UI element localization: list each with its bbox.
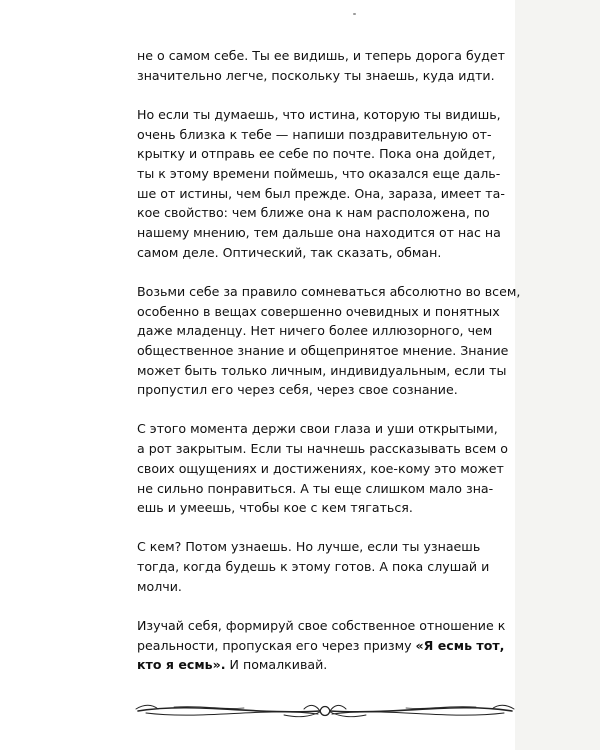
closing-paragraph <box>137 616 515 675</box>
scan-speck <box>353 13 356 15</box>
text-paragraph <box>137 46 515 85</box>
text-line <box>137 655 515 675</box>
emphasized-quote: кто я есмь». <box>137 657 226 673</box>
text-paragraph <box>137 105 515 263</box>
text-line: молчи. <box>137 578 182 594</box>
text-line: ше от истины, чем был прежде. Она, зараза, имеет та- <box>137 185 505 201</box>
text-line: пропустил его через себя, через свое сознание. <box>137 382 458 398</box>
text-fragment: И помалкивай. <box>225 657 328 673</box>
text-paragraph <box>137 537 515 596</box>
emphasized-quote: «Я есмь тот, <box>415 637 505 653</box>
text-line: крытку и отправь ее себе по почте. Пока она дойдет, <box>137 146 496 162</box>
text-line: самом деле. Оптический, так сказать, обман. <box>137 244 442 260</box>
text-line: даже младенцу. Нет ничего более иллюзорного, чем <box>137 323 493 339</box>
text-line: а рот закрытым. Если ты начнешь рассказывать всем о <box>137 441 508 457</box>
text-line: значительно легче, поскольку ты знаешь, куда идти. <box>137 67 495 83</box>
text-line: общественное знание и общепринятое мнение. Знание <box>137 342 509 358</box>
text-line: Но если ты думаешь, что истина, которую ты видишь, <box>137 106 501 122</box>
text-line: своих ощущениях и достижениях, кое-кому это может <box>137 460 504 476</box>
page-text <box>137 46 521 694</box>
text-fragment: реальности, пропуская его через призму <box>137 637 416 653</box>
divider-stroke <box>330 705 346 711</box>
text-line: тогда, когда будешь к этому готов. А пока слушай и <box>137 559 490 575</box>
text-line: не сильно понравиться. А ты еще слишком мало зна- <box>137 480 494 496</box>
paragraph-list <box>137 46 521 596</box>
text-line <box>137 636 515 656</box>
text-line: ты к этому времени поймешь, что оказался еще даль- <box>137 165 501 181</box>
text-line: Изучай себя, формируй свое собственное отношение к <box>137 617 506 633</box>
text-line: Возьми себе за правило сомневаться абсолютно во всем, <box>137 283 521 299</box>
divider-stroke <box>320 707 330 716</box>
text-line: может быть только личным, индивидуальным, если ты <box>137 362 507 378</box>
divider-stroke <box>332 712 504 715</box>
text-line: не о самом себе. Ты ее видишь, и теперь дорога будет <box>137 48 505 63</box>
text-paragraph <box>137 282 521 400</box>
text-line: С кем? Потом узнаешь. Но лучше, если ты узнаешь <box>137 539 481 555</box>
text-line: ешь и умеешь, чтобы кое с кем тягаться. <box>137 500 413 516</box>
text-line: очень близка к тебе — напиши поздравительную от- <box>137 126 492 142</box>
text-line: особенно в вещах совершенно очевидных и понятных <box>137 303 500 319</box>
text-line: кое свойство: чем ближе она к нам расположена, по <box>137 205 490 221</box>
decorative-divider-icon <box>134 693 516 729</box>
text-paragraph <box>137 419 515 518</box>
text-line: нашему мнению, тем дальше она находится от нас на <box>137 225 501 241</box>
divider-stroke <box>304 705 320 711</box>
divider-stroke <box>146 712 318 715</box>
text-line: С этого момента держи свои глаза и уши открытыми, <box>137 421 498 437</box>
